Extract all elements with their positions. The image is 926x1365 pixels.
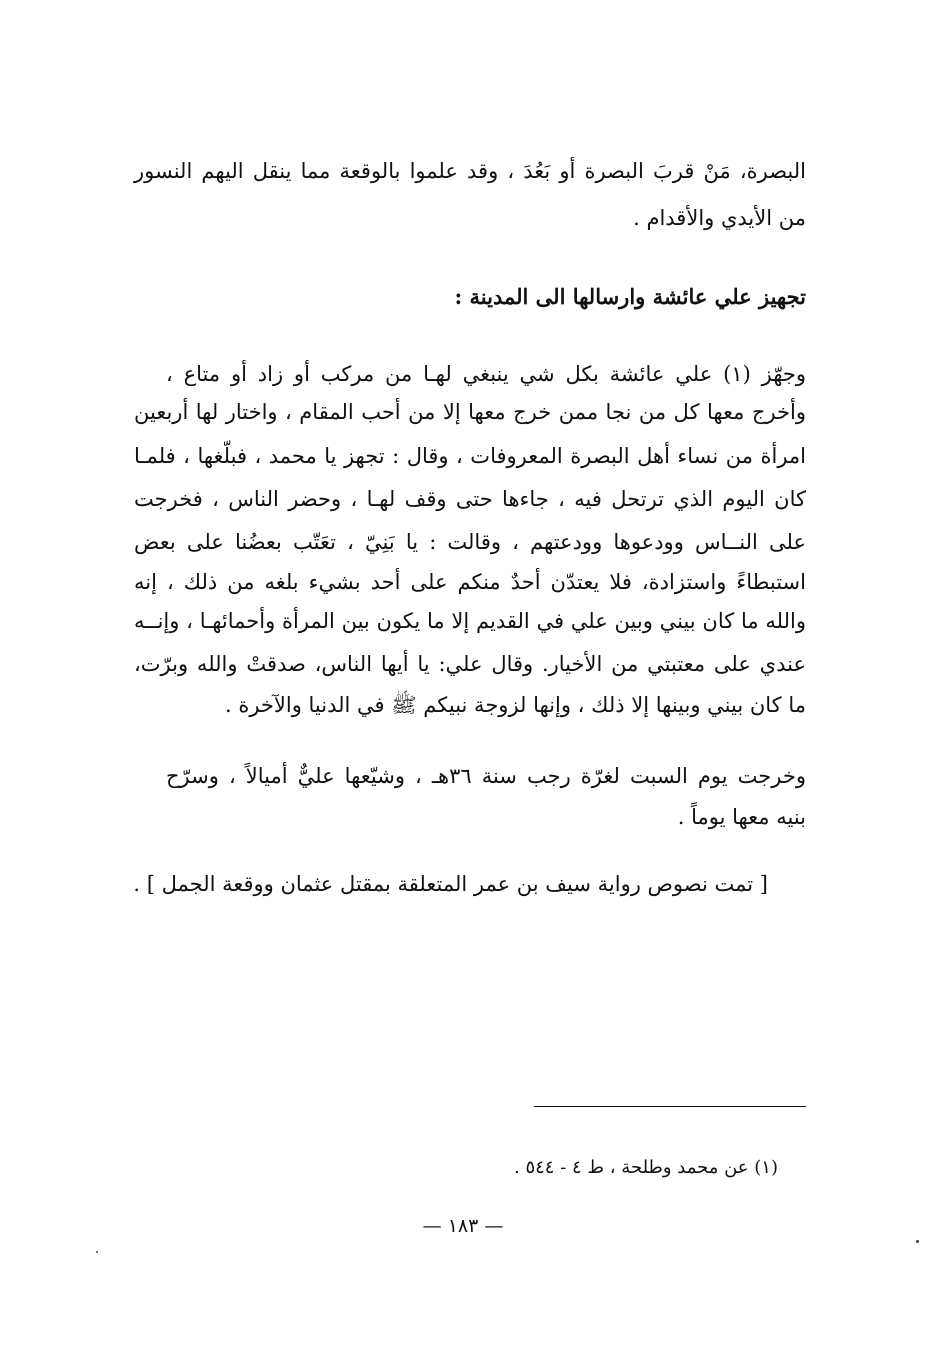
paragraph-1-line-7: والله ما كان بيني وبين علي في القديم إلا ما يكون بين المرأة وأحمائهـا ، وإنــه: [134, 609, 806, 633]
paragraph-1-line-5: على النــاس وودعوها وودعتهم ، وقالت : يا بَنِيّ ، تعَتّب بعضُنا على بعض: [134, 530, 806, 554]
paragraph-1-line-6: استبطاءً واستزادة، فلا يعتدّن أحدٌ منكم على أحد بشيء بلغه من ذلك ، إنه: [134, 570, 806, 594]
paragraph-2-line-2: بنيه معها يوماً .: [677, 805, 806, 829]
paragraph-1-line-4: كان اليوم الذي ترتحل فيه ، جاءها حتى وقف لهـا ، وحضر الناس ، فخرجت: [134, 487, 806, 511]
scan-speck: [916, 1240, 919, 1243]
closing-note: [ تمت نصوص رواية سيف بن عمر المتعلقة بمقتل عثمان ووقعة الجمل ] .: [133, 872, 768, 896]
paragraph-1-line-3: امرأة من نساء أهل البصرة المعروفات ، وقال : تجهز يا محمد ، فبلّغها ، فلمـا: [134, 444, 806, 468]
paragraph-2-line-1: وخرجت يوم السبت لغرّة رجب سنة ٣٦هـ ، وشيّعها عليٌّ أميالاً ، وسرّح: [166, 764, 806, 788]
intro-line-1: البصرة، مَنْ قربَ البصرة أو بَعُدَ ، وقد علموا بالوقعة مما ينقل اليهم النسور: [134, 159, 806, 183]
scan-speck: [96, 1251, 98, 1253]
section-heading: تجهيز علي عائشة وارسالها الى المدينة :: [454, 284, 806, 309]
paragraph-1-line-2: وأخرج معها كل من نجا ممن خرج معها إلا من أحب المقام ، واختار لها أربعين: [134, 400, 806, 424]
footnote-separator: [534, 1106, 806, 1107]
intro-line-2: من الأيدي والأقدام .: [633, 206, 806, 230]
page-number: — ١٨٣ —: [422, 1215, 504, 1237]
footnote: (١) عن محمد وطلحة ، ط ٤ - ٥٤٤ .: [514, 1157, 778, 1178]
paragraph-1-line-9: ما كان بيني وبينها إلا ذلك ، وإنها لزوجة نبيكم ﷺ في الدنيا والآخرة .: [224, 693, 806, 717]
paragraph-1-line-8: عندي على معتبتي من الأخيار. وقال علي: يا أيها الناس، صدقتْ والله وبرّت،: [134, 652, 806, 676]
paragraph-1-line-1: وجهّز (١) علي عائشة بكل شي ينبغي لهـا من مركب أو زاد أو متاع ،: [166, 362, 806, 386]
